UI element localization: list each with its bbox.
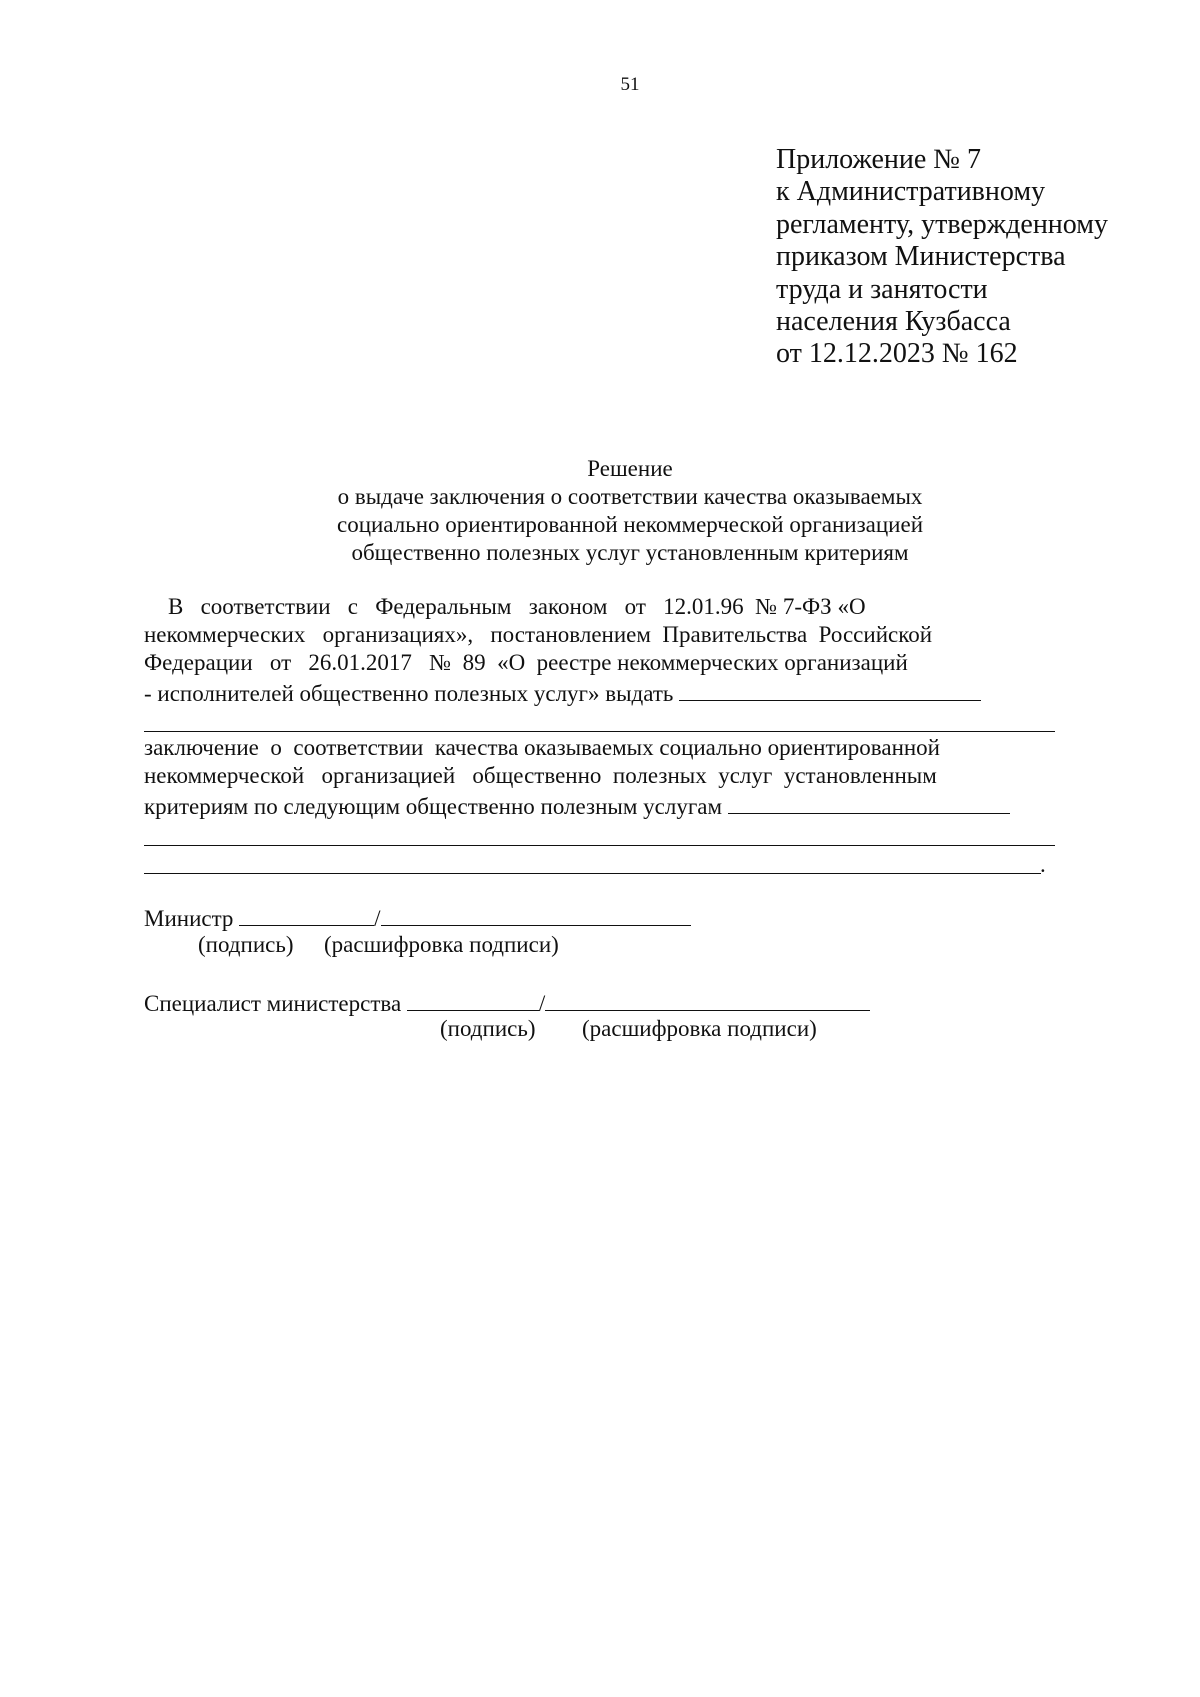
separator: / — [374, 906, 381, 931]
recipient-field[interactable] — [679, 678, 981, 701]
title-heading: Решение — [587, 456, 673, 481]
body-text-line: заключение о соответствии качества оказываемых социально ориентированной — [144, 735, 940, 760]
minister-signature-caption: (подпись) — [198, 932, 294, 957]
appendix-line: приказом Министерства — [776, 241, 1066, 273]
services-field-line[interactable] — [144, 873, 1041, 874]
specialist-decoding-caption: (расшифровка подписи) — [582, 1016, 817, 1041]
specialist-signature-line — [144, 988, 870, 1017]
body-text-line: Федерации от 26.01.2017 № 89 «О реестре некоммерческих организаций — [144, 650, 908, 675]
body-text: критериям по следующим общественно полезным услугам — [144, 794, 723, 819]
appendix-line: труда и занятости — [776, 273, 988, 305]
appendix-line: регламенту, утвержденному — [776, 208, 1108, 240]
appendix-line: населения Кузбасса — [776, 306, 1011, 338]
document-title — [300, 455, 960, 567]
appendix-header — [776, 144, 1108, 371]
services-field-line[interactable] — [144, 845, 1055, 846]
page-number: 51 — [620, 74, 640, 95]
specialist-label: Специалист министерства — [144, 991, 402, 1016]
appendix-line: от 12.12.2023 № 162 — [776, 338, 1018, 370]
separator: / — [538, 991, 546, 1016]
specialist-name-field[interactable] — [545, 988, 870, 1011]
appendix-line: к Административному — [776, 176, 1046, 208]
appendix-line: Приложение № 7 — [776, 144, 981, 175]
title-line: о выдаче заключения о соответствии качества оказываемых — [337, 484, 923, 509]
body-text-line — [144, 791, 1010, 820]
minister-label: Министр — [144, 906, 234, 931]
minister-decoding-caption: (расшифровка подписи) — [324, 932, 559, 957]
minister-signature-line — [144, 903, 691, 932]
services-field[interactable] — [728, 791, 1010, 814]
body-text-line — [144, 678, 981, 707]
specialist-signature-caption: (подпись) — [440, 1016, 536, 1041]
body-text-line: некоммерческих организациях», постановлением Правительства Российской — [144, 622, 933, 647]
body-text: - исполнителей общественно полезных услуг» выдать — [144, 681, 674, 706]
period: . — [1040, 852, 1046, 877]
body-text-line: некоммерческой организацией общественно полезных услуг установленным — [144, 763, 937, 788]
minister-name-field[interactable] — [381, 903, 691, 926]
specialist-signature-field[interactable] — [407, 988, 539, 1011]
recipient-field-continuation[interactable] — [144, 731, 1055, 732]
title-line: социально ориентированной некоммерческой организацией — [336, 512, 924, 537]
minister-signature-field[interactable] — [239, 903, 374, 926]
title-line: общественно полезных услуг установленным критериям — [351, 540, 909, 565]
body-text-line: В соответствии с Федеральным законом от 12.01.96 № 7-ФЗ «О — [168, 594, 866, 619]
